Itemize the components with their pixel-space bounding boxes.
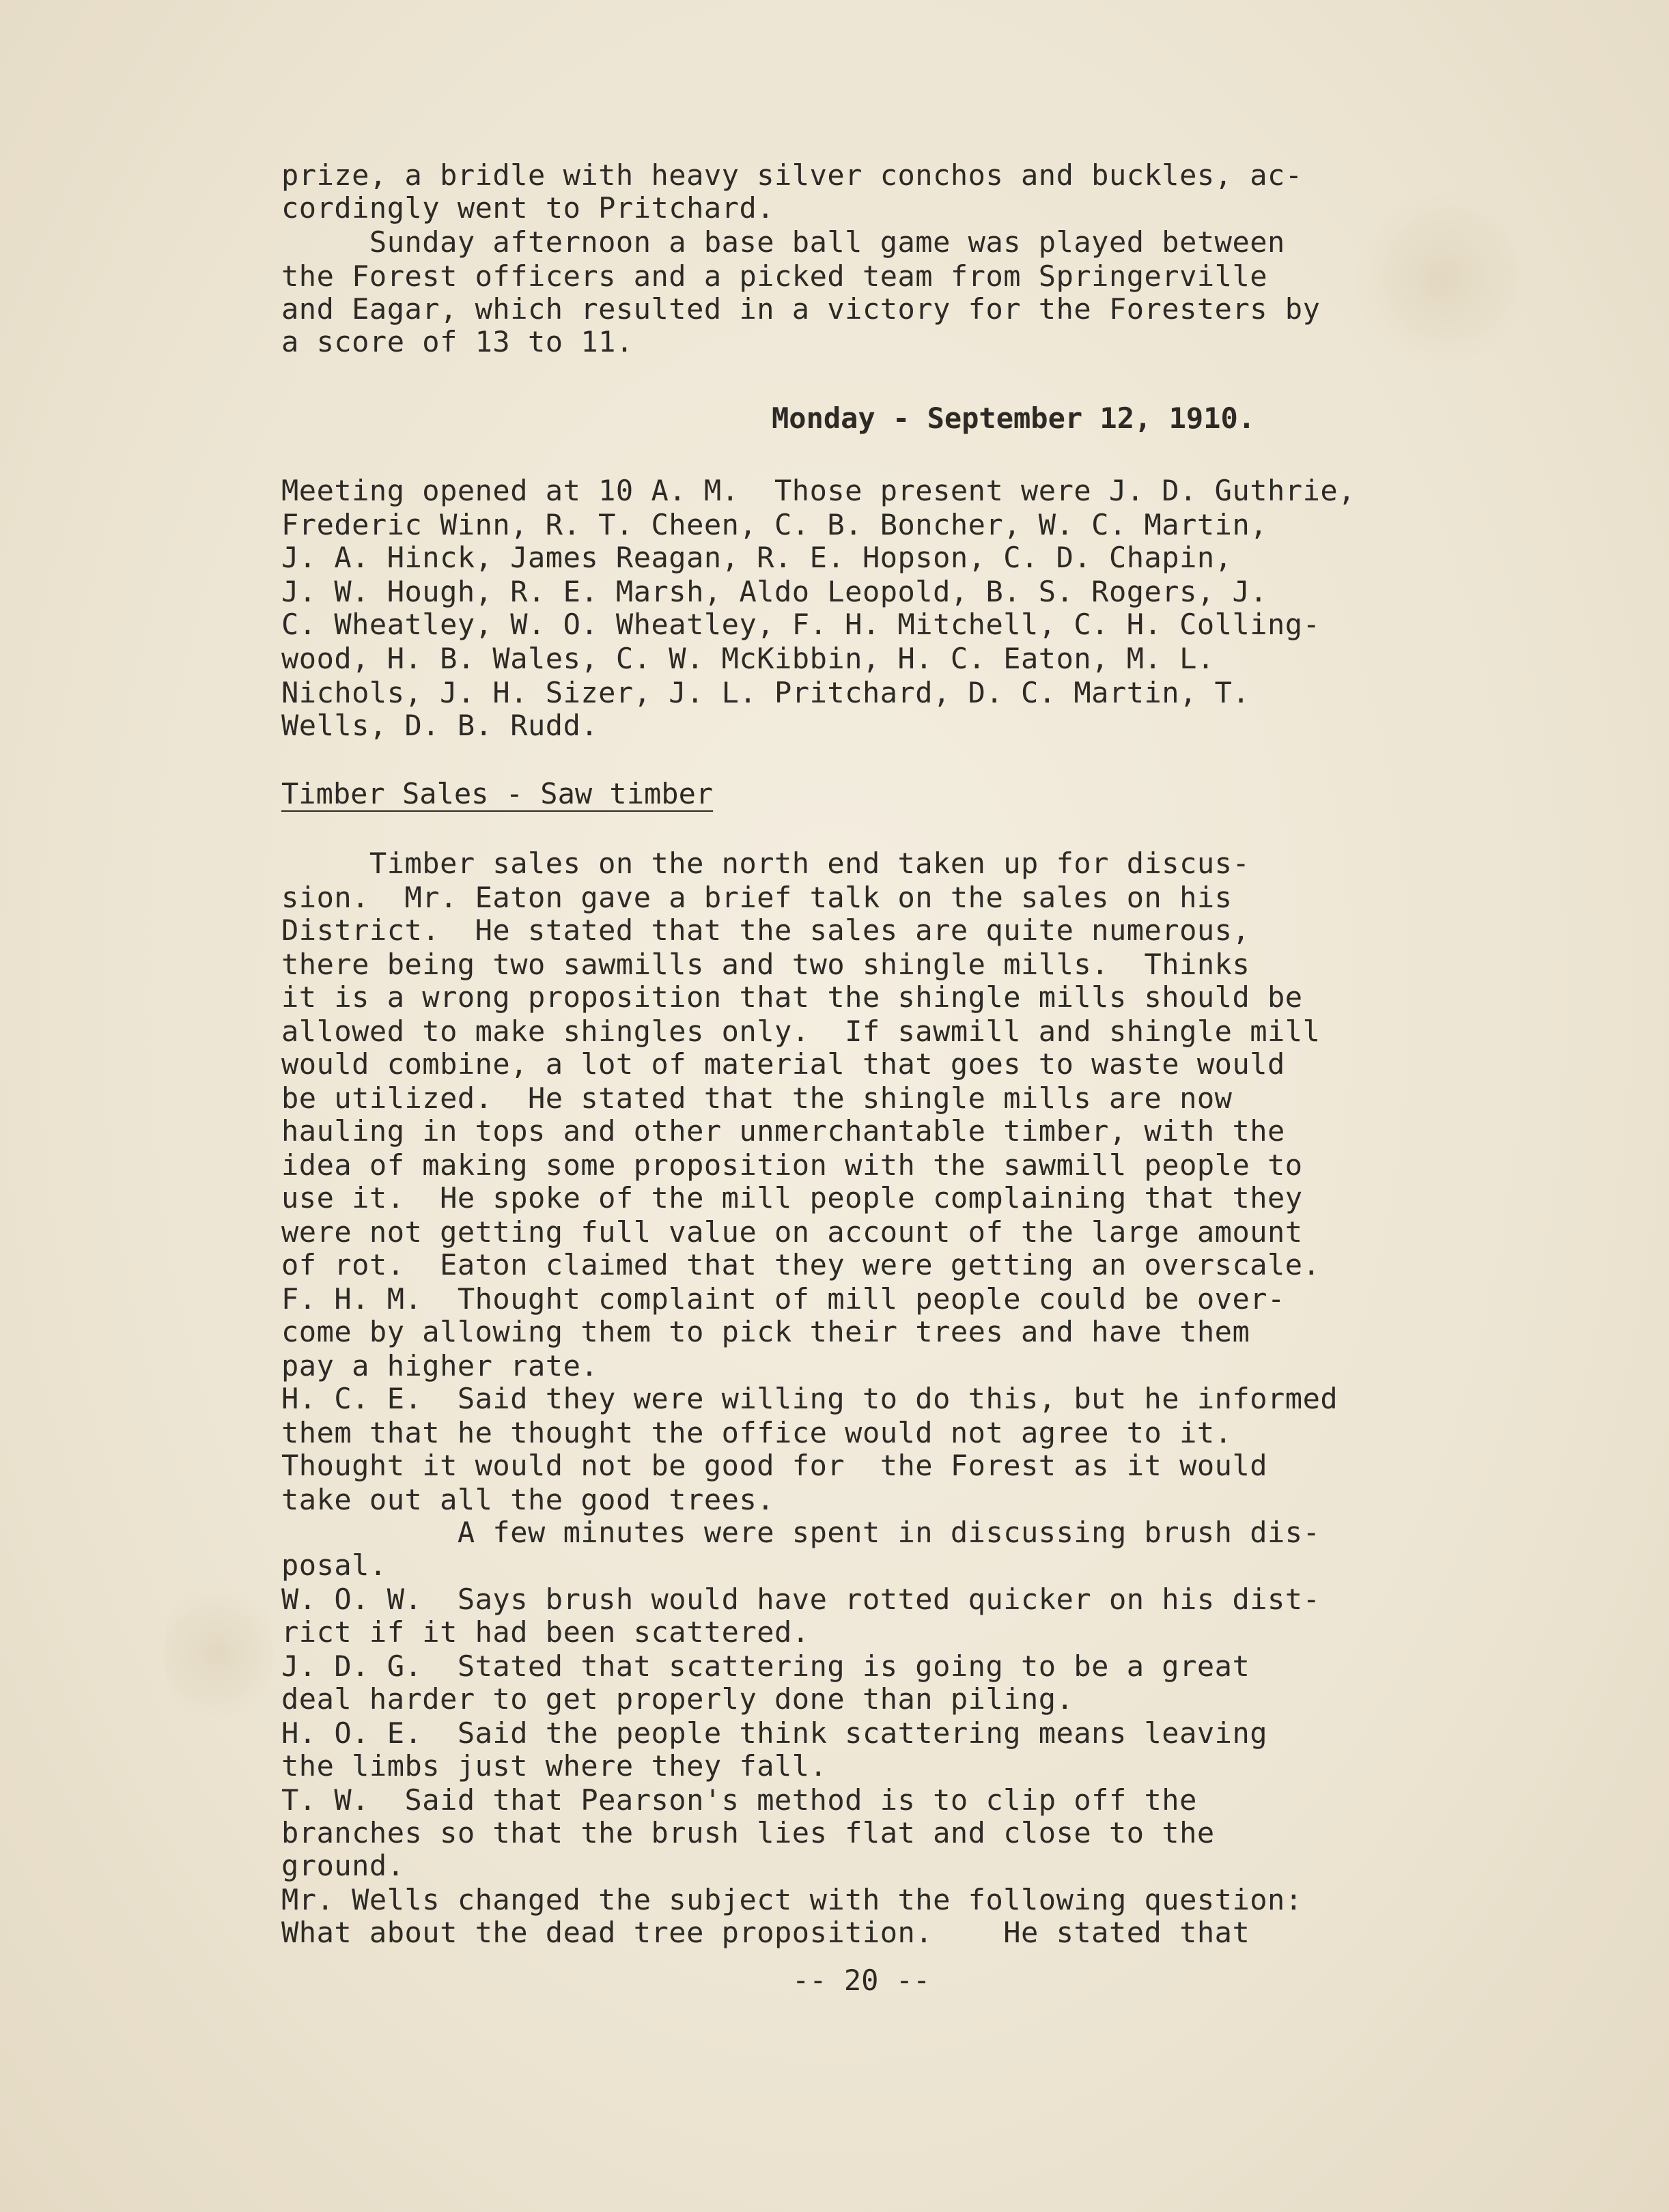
text-line: there being two sawmills and two shingle mills. Thinks	[281, 948, 1250, 981]
text-line: it is a wrong proposition that the shingle mills should be	[281, 980, 1303, 1014]
text-line: Meeting opened at 10 A. M. Those present were J. D. Guthrie,	[281, 474, 1356, 507]
text-line: C. Wheatley, W. O. Wheatley, F. H. Mitchell, C. H. Colling-	[281, 608, 1321, 641]
text-line: Timber sales on the north end taken up for discus-	[281, 847, 1250, 880]
text-line: Mr. Wells changed the subject with the following question:	[281, 1883, 1303, 1916]
text-line: pay a higher rate.	[281, 1349, 599, 1382]
text-line: Wells, D. B. Rudd.	[281, 709, 599, 742]
text-line: idea of making some proposition with the sawmill people to	[281, 1148, 1303, 1182]
page-number: -- 20 --	[792, 1963, 931, 1997]
text-line: Thought it would not be good for the Forest as it would	[281, 1449, 1268, 1482]
text-line: J. D. G. Stated that scattering is going to be a great	[281, 1649, 1250, 1683]
text-line: rict if it had been scattered.	[281, 1615, 810, 1649]
text-line: come by allowing them to pick their trees and have them	[281, 1315, 1250, 1348]
paper-stain	[164, 1570, 273, 1734]
text-line: the limbs just where they fall.	[281, 1749, 828, 1783]
text-line: would combine, a lot of material that goes to waste would	[281, 1047, 1285, 1081]
text-line: H. O. E. Said the people think scattering means leaving	[281, 1716, 1268, 1750]
paper-stain	[1352, 191, 1530, 369]
text-line: the Forest officers and a picked team from Springerville	[281, 259, 1268, 293]
text-line: allowed to make shingles only. If sawmill and shingle mill	[281, 1015, 1321, 1048]
text-line: wood, H. B. Wales, C. W. McKibbin, H. C. Eaton, M. L.	[281, 642, 1215, 675]
text-line: were not getting full value on account of the large amount	[281, 1215, 1303, 1249]
text-line: take out all the good trees.	[281, 1483, 775, 1516]
text-line: Frederic Winn, R. T. Cheen, C. B. Boncher, W. C. Martin,	[281, 508, 1268, 541]
text-line: prize, a bridle with heavy silver conchos and buckles, ac-	[281, 158, 1303, 192]
text-line: sion. Mr. Eaton gave a brief talk on the sales on his	[281, 881, 1233, 914]
text-line: J. A. Hinck, James Reagan, R. E. Hopson, C. D. Chapin,	[281, 541, 1233, 574]
text-line: J. W. Hough, R. E. Marsh, Aldo Leopold, B. S. Rogers, J.	[281, 575, 1268, 608]
text-line: What about the dead tree proposition. He stated that	[281, 1916, 1250, 1949]
text-line: A few minutes were spent in discussing brush dis-	[281, 1516, 1321, 1549]
text-line: T. W. Said that Pearson's method is to clip off the	[281, 1783, 1197, 1817]
text-line: Sunday afternoon a base ball game was played between	[281, 225, 1285, 259]
text-line: W. O. W. Says brush would have rotted quicker on his dist-	[281, 1583, 1321, 1616]
text-line: them that he thought the office would not agree to it.	[281, 1416, 1233, 1449]
text-line: cordingly went to Pritchard.	[281, 191, 775, 225]
date-heading: Monday - September 12, 1910.	[772, 401, 1256, 435]
text-line: District. He stated that the sales are quite numerous,	[281, 913, 1250, 947]
text-line: F. H. M. Thought complaint of mill people could be over-	[281, 1282, 1285, 1316]
section-heading: Timber Sales - Saw timber	[281, 777, 714, 810]
text-line: and Eagar, which resulted in a victory for the Foresters by	[281, 292, 1321, 326]
text-line: a score of 13 to 11.	[281, 325, 634, 358]
text-line: branches so that the brush lies flat and close to the	[281, 1816, 1215, 1849]
text-line: posal.	[281, 1548, 387, 1582]
text-line: H. C. E. Said they were willing to do this, but he informed	[281, 1382, 1338, 1415]
text-line: use it. He spoke of the mill people complaining that they	[281, 1181, 1303, 1215]
text-line: deal harder to get properly done than piling.	[281, 1682, 1074, 1716]
text-line: be utilized. He stated that the shingle mills are now	[281, 1081, 1233, 1115]
text-line: Nichols, J. H. Sizer, J. L. Pritchard, D. C. Martin, T.	[281, 676, 1250, 709]
text-line: of rot. Eaton claimed that they were getting an overscale.	[281, 1248, 1321, 1281]
text-line: ground.	[281, 1849, 405, 1882]
text-line: hauling in tops and other unmerchantable timber, with the	[281, 1114, 1285, 1148]
